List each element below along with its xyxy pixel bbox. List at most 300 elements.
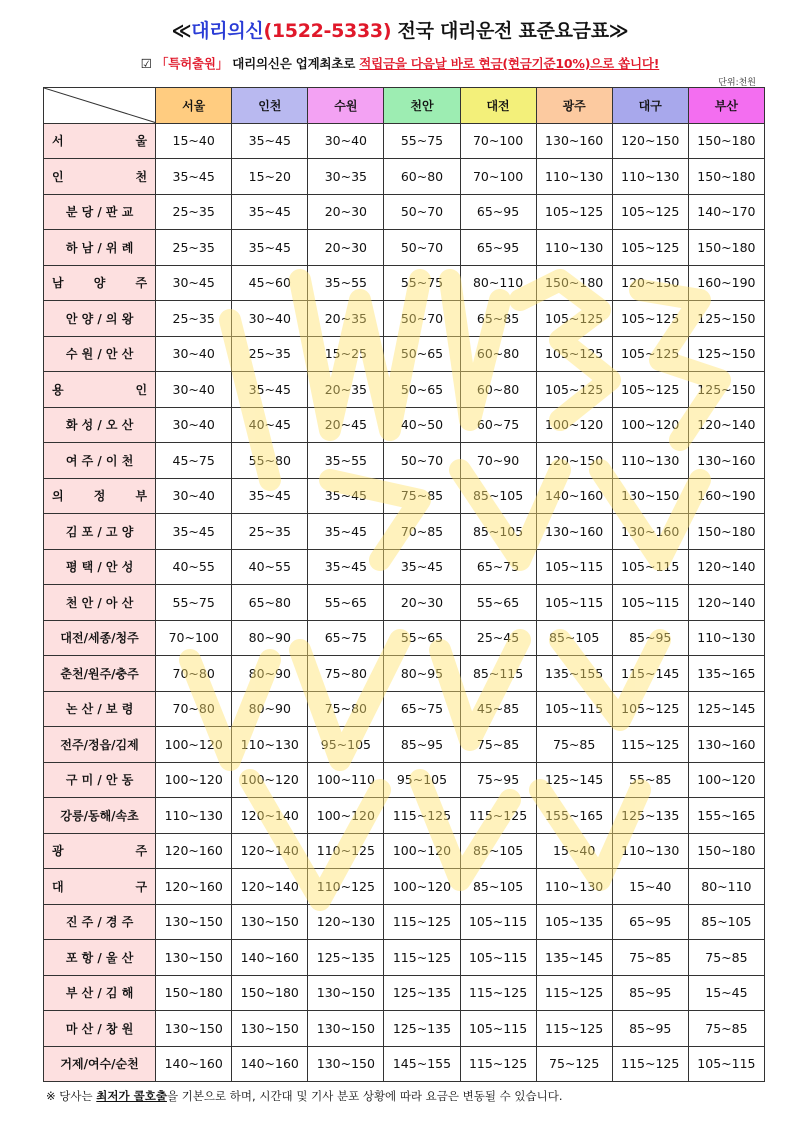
- origin-text: 부 산 / 김 해: [65, 986, 134, 1001]
- table-row: [44, 407, 765, 443]
- origin-text: 구 미 / 안 동: [65, 773, 134, 788]
- fare-cell: 85~95: [384, 727, 460, 763]
- row-origin-label: [44, 585, 156, 621]
- subtitle-part1: 은 업계최초로: [279, 56, 360, 71]
- column-header: 광주: [536, 88, 612, 124]
- fare-cell: 105~125: [612, 372, 688, 408]
- fare-cell: 120~150: [612, 265, 688, 301]
- title-brand: 대리의신: [191, 20, 264, 42]
- fare-cell: 35~45: [156, 159, 232, 195]
- fare-cell: 105~115: [460, 940, 536, 976]
- fare-cell: 95~105: [308, 727, 384, 763]
- fare-cell: 55~75: [156, 585, 232, 621]
- fare-cell: 20~30: [308, 230, 384, 266]
- fare-cell: 65~80: [232, 585, 308, 621]
- origin-text: 논 산 / 보 령: [65, 702, 134, 717]
- fare-cell: 160~190: [688, 265, 764, 301]
- fare-cell: 15~40: [156, 123, 232, 159]
- column-header: 인천: [232, 88, 308, 124]
- fare-cell: 75~85: [460, 727, 536, 763]
- fare-cell: 150~180: [536, 265, 612, 301]
- fare-cell: 100~120: [688, 762, 764, 798]
- fare-cell: 60~80: [460, 336, 536, 372]
- row-origin-label: [44, 620, 156, 656]
- origin-text: 용: [52, 382, 64, 397]
- fare-cell: 80~90: [232, 691, 308, 727]
- fare-cell: 80~90: [232, 656, 308, 692]
- table-row: [44, 940, 765, 976]
- table-header-row: [44, 88, 765, 124]
- origin-text: 인: [52, 169, 64, 184]
- origin-text: 여 주 / 이 천: [65, 453, 134, 468]
- row-origin-label: [44, 478, 156, 514]
- fare-cell: 130~150: [156, 1011, 232, 1047]
- subtitle-brand: 대리의신: [228, 56, 280, 71]
- fare-cell: 35~45: [232, 123, 308, 159]
- fare-cell: 105~115: [460, 1011, 536, 1047]
- fare-cell: 55~65: [308, 585, 384, 621]
- fare-cell: 110~130: [536, 869, 612, 905]
- origin-text: 울: [135, 134, 148, 149]
- fare-cell: 105~125: [612, 230, 688, 266]
- table-row: [44, 123, 765, 159]
- fare-cell: 50~65: [384, 372, 460, 408]
- fare-cell: 120~160: [156, 833, 232, 869]
- fare-cell: 150~180: [156, 975, 232, 1011]
- fare-cell: 85~105: [536, 620, 612, 656]
- title-phone: 1522-5333: [271, 20, 383, 42]
- fare-cell: 80~95: [384, 656, 460, 692]
- fare-cell: 60~80: [384, 159, 460, 195]
- fare-cell: 115~125: [460, 798, 536, 834]
- table-row: [44, 478, 765, 514]
- origin-text: 강릉/동해/속초: [60, 808, 139, 823]
- fare-cell: 85~95: [612, 975, 688, 1011]
- fare-cell: 100~120: [612, 407, 688, 443]
- fare-cell: 100~120: [384, 833, 460, 869]
- origin-text: 김 포 / 고 양: [65, 524, 134, 539]
- fare-cell: 50~65: [384, 336, 460, 372]
- fare-cell: 120~140: [232, 869, 308, 905]
- subtitle-quote-close: 」: [215, 56, 229, 71]
- fare-cell: 115~125: [536, 1011, 612, 1047]
- fare-cell: 140~160: [232, 940, 308, 976]
- fare-cell: 75~80: [308, 691, 384, 727]
- fare-table: [43, 87, 765, 1082]
- fare-cell: 120~150: [536, 443, 612, 479]
- fare-cell: 35~55: [308, 265, 384, 301]
- row-origin-label: [44, 372, 156, 408]
- fare-cell: 70~100: [156, 620, 232, 656]
- fare-cell: 130~160: [536, 123, 612, 159]
- fare-cell: 105~135: [536, 904, 612, 940]
- table-body: [44, 123, 765, 1082]
- table-row: [44, 514, 765, 550]
- fare-cell: 120~150: [612, 123, 688, 159]
- fare-cell: 125~150: [688, 301, 764, 337]
- fare-cell: 105~115: [536, 549, 612, 585]
- footnote: [46, 1088, 563, 1104]
- fare-cell: 150~180: [688, 159, 764, 195]
- fare-cell: 55~65: [384, 620, 460, 656]
- table-row: [44, 620, 765, 656]
- fare-cell: 120~140: [688, 549, 764, 585]
- fare-cell: 115~125: [384, 940, 460, 976]
- unit-label: 단위:천원: [718, 78, 756, 88]
- fare-cell: 120~140: [688, 407, 764, 443]
- table-row: [44, 372, 765, 408]
- fare-cell: 140~170: [688, 194, 764, 230]
- fare-cell: 30~40: [308, 123, 384, 159]
- table-row: [44, 159, 765, 195]
- fare-cell: 45~75: [156, 443, 232, 479]
- fare-cell: 120~140: [232, 833, 308, 869]
- origin-text: 구: [135, 879, 148, 894]
- fare-cell: 115~125: [460, 1046, 536, 1082]
- table-row: [44, 1046, 765, 1082]
- fare-cell: 15~25: [308, 336, 384, 372]
- fare-cell: 130~160: [688, 727, 764, 763]
- fare-cell: 70~100: [460, 159, 536, 195]
- fare-cell: 120~140: [688, 585, 764, 621]
- row-origin-label: [44, 443, 156, 479]
- fare-cell: 85~95: [612, 620, 688, 656]
- fare-cell: 70~85: [384, 514, 460, 550]
- title-close-bracket: ≫: [608, 20, 629, 42]
- origin-text: 진 주 / 경 주: [65, 915, 134, 930]
- fare-cell: 30~35: [308, 159, 384, 195]
- subtitle-underlined: 적립금을 다음날 바로 현금(현금기준10%)으로 쏩니다!: [359, 56, 660, 71]
- fare-cell: 110~130: [612, 833, 688, 869]
- fare-cell: 135~155: [536, 656, 612, 692]
- fare-cell: 100~120: [384, 869, 460, 905]
- column-header: 대구: [612, 88, 688, 124]
- fare-cell: 25~35: [232, 336, 308, 372]
- fare-cell: 30~40: [232, 301, 308, 337]
- fare-cell: 25~35: [156, 194, 232, 230]
- promo-subtitle: [0, 54, 800, 72]
- origin-text: 천: [135, 169, 148, 184]
- origin-text: 하 남 / 위 례: [65, 240, 134, 255]
- fare-cell: 85~105: [460, 478, 536, 514]
- fare-cell: 130~150: [156, 904, 232, 940]
- fare-cell: 50~70: [384, 443, 460, 479]
- fare-cell: 150~180: [688, 514, 764, 550]
- fare-cell: 105~125: [612, 691, 688, 727]
- origin-text: 서: [52, 134, 64, 149]
- row-origin-label: [44, 1011, 156, 1047]
- title-phone-close: ): [382, 20, 392, 42]
- column-header: 서울: [156, 88, 232, 124]
- fare-cell: 30~40: [156, 407, 232, 443]
- row-origin-label: [44, 975, 156, 1011]
- fare-cell: 20~35: [308, 372, 384, 408]
- table-row: [44, 265, 765, 301]
- fare-cell: 105~125: [612, 194, 688, 230]
- fare-cell: 105~125: [536, 194, 612, 230]
- fare-cell: 85~105: [460, 833, 536, 869]
- title-open-bracket: ≪: [171, 20, 192, 42]
- fare-cell: 125~135: [384, 1011, 460, 1047]
- fare-cell: 55~65: [460, 585, 536, 621]
- fare-cell: 105~115: [460, 904, 536, 940]
- fare-cell: 25~35: [156, 301, 232, 337]
- column-header: 수원: [308, 88, 384, 124]
- origin-text: 거제/여수/순천: [60, 1057, 139, 1072]
- fare-cell: 55~85: [612, 762, 688, 798]
- fare-cell: 55~75: [384, 265, 460, 301]
- origin-text: 수 원 / 안 산: [65, 347, 134, 362]
- column-header: 대전: [460, 88, 536, 124]
- fare-cell: 85~105: [460, 514, 536, 550]
- table-row: [44, 549, 765, 585]
- fare-cell: 60~80: [460, 372, 536, 408]
- origin-text: 주: [135, 276, 148, 291]
- row-origin-label: [44, 1046, 156, 1082]
- fare-cell: 150~180: [688, 230, 764, 266]
- fare-cell: 125~145: [536, 762, 612, 798]
- fare-cell: 115~125: [612, 1046, 688, 1082]
- table-row: [44, 585, 765, 621]
- fare-cell: 40~50: [384, 407, 460, 443]
- origin-text: 평 택 / 안 성: [65, 560, 134, 575]
- origin-text: 남: [52, 276, 64, 291]
- fare-cell: 115~125: [536, 975, 612, 1011]
- fare-cell: 15~40: [536, 833, 612, 869]
- fare-cell: 20~35: [308, 301, 384, 337]
- fare-cell: 75~85: [688, 1011, 764, 1047]
- table-row: [44, 975, 765, 1011]
- fare-cell: 45~85: [460, 691, 536, 727]
- row-origin-label: [44, 691, 156, 727]
- origin-text: 양: [93, 276, 106, 291]
- fare-cell: 75~125: [536, 1046, 612, 1082]
- fare-cell: 130~150: [308, 1046, 384, 1082]
- origin-text: 천 안 / 아 산: [65, 595, 134, 610]
- fare-cell: 55~80: [232, 443, 308, 479]
- fare-cell: 70~80: [156, 656, 232, 692]
- fare-cell: 65~85: [460, 301, 536, 337]
- fare-cell: 115~145: [612, 656, 688, 692]
- fare-cell: 20~30: [384, 585, 460, 621]
- table-row: [44, 904, 765, 940]
- origin-text: 전주/정읍/김제: [60, 737, 139, 752]
- row-origin-label: [44, 762, 156, 798]
- fare-cell: 140~160: [232, 1046, 308, 1082]
- title-rest: 전국 대리운전 표준요금표: [391, 20, 609, 42]
- fare-cell: 115~125: [384, 798, 460, 834]
- fare-cell: 100~120: [232, 762, 308, 798]
- fare-cell: 155~165: [688, 798, 764, 834]
- fare-cell: 40~45: [232, 407, 308, 443]
- fare-cell: 120~160: [156, 869, 232, 905]
- fare-cell: 125~135: [308, 940, 384, 976]
- fare-cell: 140~160: [536, 478, 612, 514]
- fare-cell: 70~100: [460, 123, 536, 159]
- fare-cell: 35~45: [232, 230, 308, 266]
- subtitle-highlight: 특허출원: [168, 56, 216, 71]
- table-row: [44, 443, 765, 479]
- fare-cell: 145~155: [384, 1046, 460, 1082]
- fare-cell: 95~105: [384, 762, 460, 798]
- fare-cell: 125~145: [688, 691, 764, 727]
- fare-cell: 100~110: [308, 762, 384, 798]
- fare-cell: 125~150: [688, 336, 764, 372]
- subtitle-quote-open: 「: [155, 56, 169, 71]
- fare-cell: 130~150: [156, 940, 232, 976]
- fare-cell: 105~125: [536, 301, 612, 337]
- table-row: [44, 691, 765, 727]
- row-origin-label: [44, 265, 156, 301]
- origin-text: 포 항 / 울 산: [65, 950, 134, 965]
- row-origin-label: [44, 904, 156, 940]
- fare-cell: 130~150: [308, 975, 384, 1011]
- fare-cell: 35~45: [232, 194, 308, 230]
- fare-cell: 125~135: [612, 798, 688, 834]
- fare-cell: 35~45: [232, 372, 308, 408]
- fare-cell: 25~45: [460, 620, 536, 656]
- table-row: [44, 869, 765, 905]
- fare-cell: 150~180: [688, 123, 764, 159]
- row-origin-label: [44, 407, 156, 443]
- fare-cell: 30~40: [156, 478, 232, 514]
- row-origin-label: [44, 798, 156, 834]
- checkbox-icon: ☑: [140, 56, 152, 71]
- page-title: [0, 16, 800, 43]
- row-origin-label: [44, 727, 156, 763]
- fare-cell: 85~115: [460, 656, 536, 692]
- footnote-suffix: 을 기본으로 하며, 시간대 및 기사 분포 상황에 따라 요금은 변동될 수 있습니다.: [166, 1089, 563, 1103]
- column-header: 부산: [688, 88, 764, 124]
- column-header: 천안: [384, 88, 460, 124]
- origin-text: 인: [135, 382, 148, 397]
- fare-cell: 35~45: [308, 549, 384, 585]
- fare-cell: 80~110: [688, 869, 764, 905]
- row-origin-label: [44, 940, 156, 976]
- fare-cell: 75~85: [688, 940, 764, 976]
- fare-cell: 30~40: [156, 336, 232, 372]
- fare-cell: 105~115: [688, 1046, 764, 1082]
- fare-cell: 30~45: [156, 265, 232, 301]
- fare-cell: 65~75: [308, 620, 384, 656]
- fare-cell: 20~30: [308, 194, 384, 230]
- fare-cell: 100~120: [308, 798, 384, 834]
- fare-cell: 110~130: [156, 798, 232, 834]
- fare-cell: 100~120: [156, 727, 232, 763]
- fare-cell: 35~45: [384, 549, 460, 585]
- fare-cell: 85~105: [460, 869, 536, 905]
- fare-cell: 125~135: [384, 975, 460, 1011]
- fare-cell: 45~60: [232, 265, 308, 301]
- fare-cell: 65~95: [460, 230, 536, 266]
- fare-cell: 155~165: [536, 798, 612, 834]
- fare-cell: 130~150: [612, 478, 688, 514]
- fare-cell: 25~35: [232, 514, 308, 550]
- fare-cell: 85~105: [688, 904, 764, 940]
- fare-cell: 50~70: [384, 230, 460, 266]
- fare-cell: 70~90: [460, 443, 536, 479]
- fare-cell: 110~130: [536, 159, 612, 195]
- fare-cell: 115~125: [460, 975, 536, 1011]
- table-row: [44, 1011, 765, 1047]
- origin-text: 분 당 / 판 교: [65, 205, 134, 220]
- fare-cell: 25~35: [156, 230, 232, 266]
- row-origin-label: [44, 656, 156, 692]
- origin-text: 화 성 / 오 산: [65, 418, 134, 433]
- fare-cell: 100~120: [156, 762, 232, 798]
- row-origin-label: [44, 301, 156, 337]
- origin-text: 대전/세종/청주: [60, 631, 139, 646]
- table-row: [44, 194, 765, 230]
- fare-cell: 130~150: [308, 1011, 384, 1047]
- fare-cell: 75~80: [308, 656, 384, 692]
- origin-text: 의: [52, 489, 64, 504]
- fare-cell: 75~85: [536, 727, 612, 763]
- fare-cell: 125~150: [688, 372, 764, 408]
- table-row: [44, 301, 765, 337]
- row-origin-label: [44, 159, 156, 195]
- table-row: [44, 336, 765, 372]
- fare-cell: 80~110: [460, 265, 536, 301]
- fare-cell: 100~120: [536, 407, 612, 443]
- fare-cell: 160~190: [688, 478, 764, 514]
- fare-cell: 130~160: [688, 443, 764, 479]
- table-row: [44, 833, 765, 869]
- fare-cell: 150~180: [688, 833, 764, 869]
- origin-text: 안 양 / 의 왕: [65, 311, 134, 326]
- row-origin-label: [44, 336, 156, 372]
- fare-cell: 80~90: [232, 620, 308, 656]
- fare-cell: 75~85: [612, 940, 688, 976]
- fare-cell: 110~125: [308, 869, 384, 905]
- fare-cell: 20~45: [308, 407, 384, 443]
- fare-cell: 30~40: [156, 372, 232, 408]
- footnote-prefix: ※ 당사는: [46, 1089, 97, 1103]
- fare-cell: 105~115: [536, 691, 612, 727]
- fare-cell: 130~160: [536, 514, 612, 550]
- table-row: [44, 798, 765, 834]
- fare-cell: 105~115: [612, 549, 688, 585]
- origin-text: 부: [135, 489, 148, 504]
- row-origin-label: [44, 230, 156, 266]
- fare-cell: 110~125: [308, 833, 384, 869]
- origin-text: 광: [52, 844, 64, 859]
- fare-cell: 110~130: [612, 159, 688, 195]
- origin-text: 정: [93, 489, 106, 504]
- table-row: [44, 762, 765, 798]
- title-phone-open: (: [263, 20, 272, 42]
- fare-cell: 75~85: [384, 478, 460, 514]
- fare-cell: 50~70: [384, 194, 460, 230]
- fare-cell: 150~180: [232, 975, 308, 1011]
- fare-cell: 135~165: [688, 656, 764, 692]
- fare-cell: 105~125: [536, 372, 612, 408]
- fare-cell: 110~130: [232, 727, 308, 763]
- fare-cell: 65~95: [460, 194, 536, 230]
- fare-cell: 115~125: [612, 727, 688, 763]
- fare-cell: 110~130: [612, 443, 688, 479]
- fare-cell: 60~75: [460, 407, 536, 443]
- fare-cell: 110~130: [536, 230, 612, 266]
- fare-cell: 115~125: [384, 904, 460, 940]
- fare-cell: 130~160: [612, 514, 688, 550]
- fare-cell: 15~45: [688, 975, 764, 1011]
- fare-cell: 135~145: [536, 940, 612, 976]
- fare-cell: 105~125: [536, 336, 612, 372]
- table-corner-cell: [44, 88, 156, 124]
- table-row: [44, 656, 765, 692]
- origin-text: 대: [52, 879, 64, 894]
